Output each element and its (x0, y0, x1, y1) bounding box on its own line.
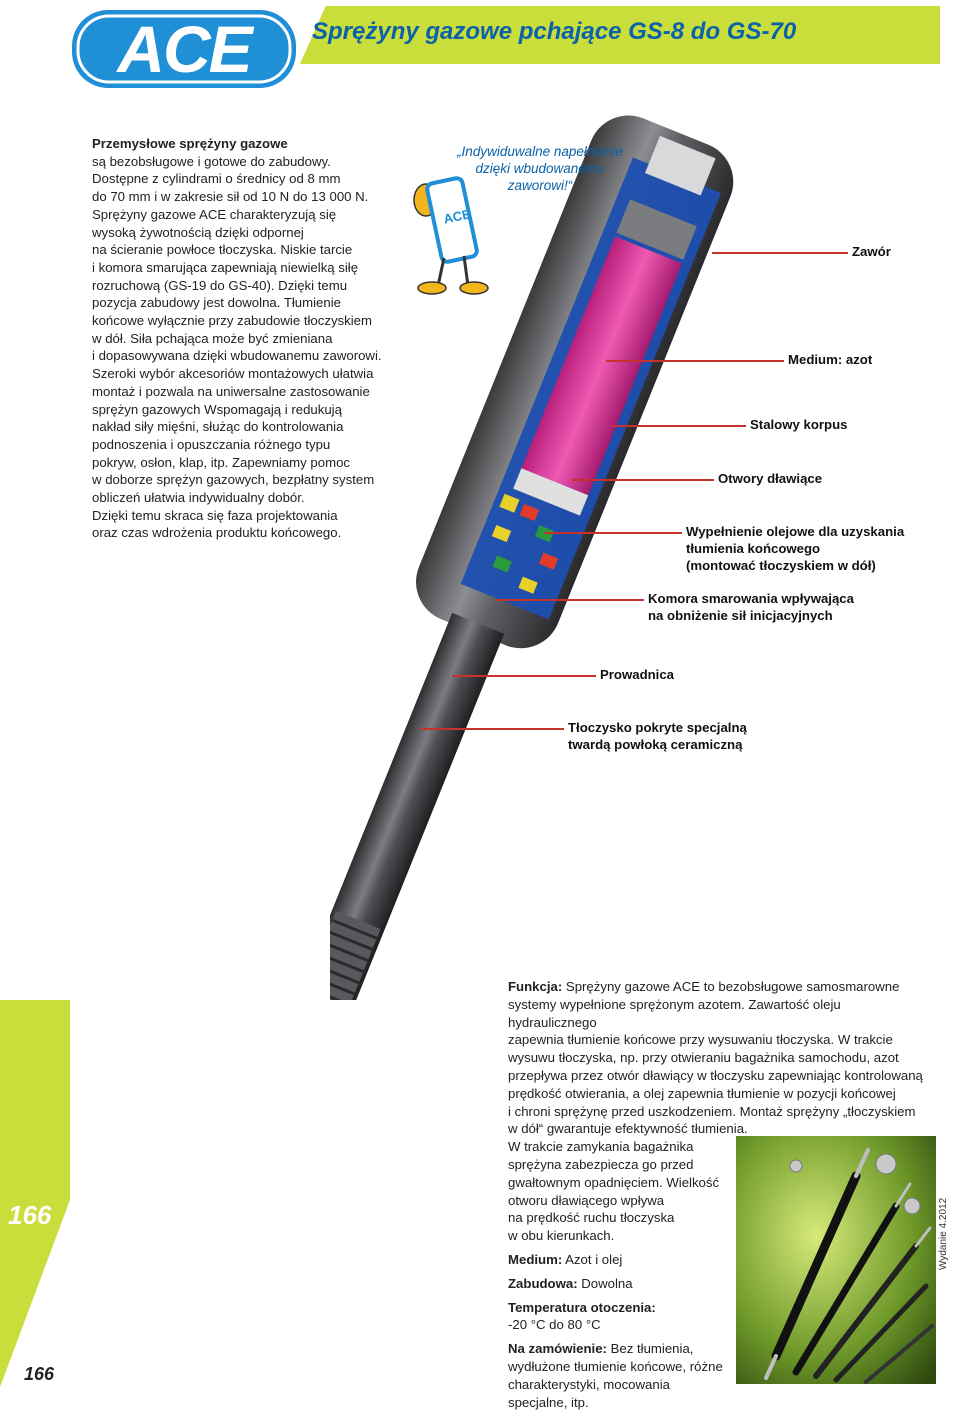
label-holes: Otwory dławiące (718, 471, 823, 486)
intro-line: na ścieranie powłoce tłoczyska. Niskie tarcie (92, 242, 353, 258)
order-value-line: wydłużone tłumienie końcowe, różne (508, 1358, 723, 1374)
function-line: na prędkość ruchu tłoczyska (508, 1210, 675, 1226)
ace-logo (68, 6, 300, 92)
callout-line: zaworowi!“ (507, 178, 573, 193)
valve-callout (450, 143, 630, 194)
leader-valve (712, 252, 848, 254)
label-chamber-line2: na obniżenie sił inicjacyjnych (648, 608, 833, 623)
intro-line: w dół. Siła pchająca może być zmieniana (92, 330, 333, 346)
function-line: i chroni sprężynę przed uszkodzeniem. Montaż sprężyny „tłoczyskiem (508, 1103, 916, 1119)
medium-label: Medium: (508, 1251, 563, 1267)
function-text: Sprężyny gazowe ACE to bezobsługowe samosmarowne (565, 979, 900, 994)
function-line: systemy wypełnione sprężonym azotem. Zawartość oleju hydraulicznego (508, 996, 841, 1030)
intro-line: w doborze sprężyn gazowych, bezpłatny system (92, 472, 375, 488)
leader-rod (420, 728, 564, 730)
callout-line: dzięki wbudowanemu (475, 161, 605, 176)
temp-value: -20 °C do 80 °C (508, 1317, 601, 1333)
function-line: zapewnia tłumienie końcowe przy wysuwaniu tłoczyska. W trakcie (508, 1032, 893, 1048)
label-medium: Medium: azot (788, 352, 873, 367)
leader-holes (572, 479, 714, 481)
intro-line: Sprężyny gazowe ACE charakteryzują się (92, 206, 337, 222)
intro-line: obliczeń ułatwia indywidualny dobór. (92, 490, 305, 506)
function-line: gwałtownym opadnięciem. Wielkość (508, 1174, 720, 1190)
temp-label: Temperatura otoczenia: (508, 1299, 656, 1315)
intro-line: wysoką żywotnością dzięki odpornej (92, 224, 304, 240)
intro-line: i dopasowywana dzięki wbudowanemu zaworowi. (92, 348, 382, 364)
order-value: Bez tłumienia, (610, 1341, 694, 1357)
intro-line: i komora smarująca zapewniają niewielką siłę (92, 259, 359, 275)
function-line: W trakcie zamykania bagażnika (508, 1139, 694, 1155)
leader-oil (544, 532, 682, 534)
function-line: przepływa przez otwór dławiący w tłoczysku zapewniając kontrolowaną (508, 1067, 923, 1083)
intro-heading: Przemysłowe sprężyny gazowe (92, 136, 288, 151)
leader-body (612, 425, 746, 427)
function-line: prędkość otwierania, a olej zapewnia tłumienie w pozycji końcowej (508, 1085, 896, 1101)
leader-chamber (496, 599, 644, 601)
intro-line: sprężyn gazowych Wspomagają i redukują (92, 401, 342, 417)
label-oil-line1: Wypełnienie olejowe dla uzyskania (686, 524, 905, 539)
function-label: Funkcja: (508, 979, 563, 994)
intro-line: montaż i pozwala na uniwersalne zastosowanie (92, 383, 370, 399)
leader-guide (452, 675, 596, 677)
edition-label: Wydanie 4.2012 (938, 1197, 949, 1270)
intro-line: są bezobsługowe i gotowe do zabudowy. (92, 153, 331, 169)
label-chamber (648, 590, 854, 624)
order-value-line: charakterystyki, mocowania (508, 1376, 670, 1392)
callout-line: „Indywiduwalne napełnianie (457, 144, 623, 159)
intro-line: oraz czas wdrożenia produktu końcowego. (92, 525, 342, 541)
intro-line: Szeroki wybór akcesoriów montażowych ułatwia (92, 366, 374, 382)
function-line: otworu dławiącego wpływa (508, 1192, 665, 1208)
intro-line: rozruchową (GS-19 do GS-40). Dzięki temu (92, 277, 348, 293)
label-chamber-line1: Komora smarowania wpływająca (648, 591, 854, 606)
label-guide: Prowadnica (600, 667, 675, 682)
label-rod-line2: twardą powłoką ceramiczną (568, 737, 743, 752)
mount-value: Dowolna (581, 1275, 633, 1291)
order-label: Na zamówienie: (508, 1341, 607, 1357)
function-line: sprężyna zabezpiecza go przed (508, 1156, 694, 1172)
mount-label: Zabudowa: (508, 1275, 578, 1291)
label-rod (568, 719, 747, 753)
order-value-line: specjalne, itp. (508, 1394, 589, 1410)
page-number-footer: 166 (24, 1364, 55, 1384)
intro-line: pozycja zabudowy jest dowolna. Tłumienie (92, 295, 341, 311)
function-line: wysuwu tłoczyska, np. przy otwieraniu bagażnika samochodu, azot (508, 1050, 899, 1066)
function-line: w obu kierunkach. (508, 1228, 615, 1244)
label-valve: Zawór (852, 244, 891, 259)
label-oil-line3: (montować tłoczyskiem w dół) (686, 558, 876, 573)
intro-line: pokryw, osłon, klap, itp. Zapewniamy pomoc (92, 454, 351, 470)
intro-line: Dzięki temu skraca się faza projektowania (92, 507, 338, 523)
page-title: Sprężyny gazowe pchające GS-8 do GS-70 (312, 18, 797, 45)
function-line: w dół“ gwarantuje efektywność tłumienia. (508, 1121, 748, 1137)
ace-logo-text: ACE (117, 12, 251, 86)
product-photo (736, 1136, 936, 1384)
function-line-0 (508, 978, 928, 996)
medium-value: Azot i olej (565, 1251, 623, 1267)
intro-line: podnoszenia i opuszczania różnego typu (92, 436, 331, 452)
page-number-large: 166 (8, 1200, 52, 1230)
label-oil-line2: tłumienia końcowego (686, 541, 821, 556)
intro-line: końcowe wyłącznie przy zabudowie tłoczyskiem (92, 313, 372, 329)
intro-line: nakład siły mięśni, służąc do kontrolowania (92, 419, 344, 435)
svg-text:ACE: ACE (442, 206, 473, 227)
label-oil (686, 523, 904, 574)
intro-line: Dostępne z cylindrami o średnicy od 8 mm (92, 171, 341, 187)
left-accent-stripe (0, 1000, 70, 1387)
label-rod-line1: Tłoczysko pokryte specjalną (568, 720, 747, 735)
label-body: Stalowy korpus (750, 417, 848, 432)
intro-line: do 70 mm i w zakresie sił od 10 N do 13 000 N. (92, 189, 369, 205)
leader-medium (606, 360, 784, 362)
